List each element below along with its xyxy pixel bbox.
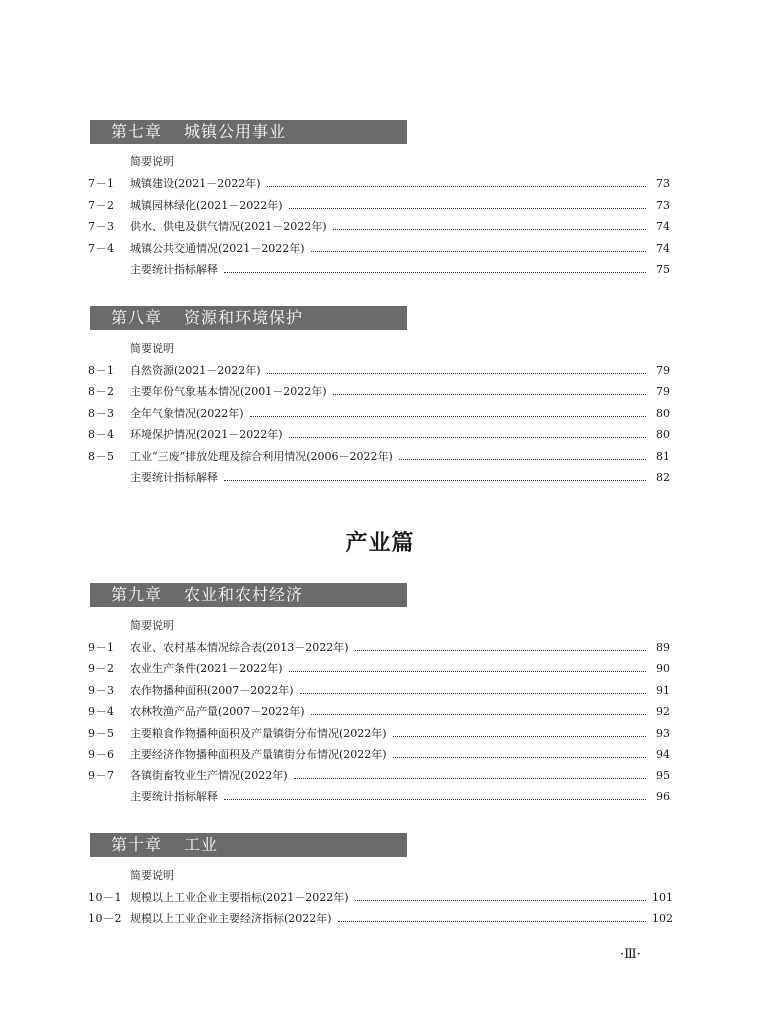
entry-title: 规模以上工业企业主要经济指标(2022年) (130, 912, 332, 925)
entry-title: 主要统计指标解释 (130, 263, 218, 276)
toc-entry[interactable] (88, 911, 673, 927)
entry-page: 93 (656, 727, 670, 740)
toc-entry[interactable] (88, 704, 670, 720)
entry-title: 农业、农村基本情况综合表(2013－2022年) (130, 641, 349, 654)
toc-entry[interactable] (88, 176, 670, 192)
entry-number: 9－5 (88, 727, 115, 740)
entry-number: 8－3 (88, 407, 115, 420)
entry-number: 8－1 (88, 364, 115, 377)
entry-page: 102 (652, 912, 673, 925)
chapter-title: 资源和环境保护 (184, 308, 304, 327)
entry-title: 主要统计指标解释 (130, 790, 218, 803)
entry-page: 81 (656, 450, 670, 463)
entry-title: 主要经济作物播种面积及产量镇街分布情况(2022年) (130, 748, 387, 761)
entry-number: 9－4 (88, 705, 115, 718)
chapter-intro[interactable]: 简要说明 (130, 342, 174, 355)
entry-number: 8－2 (88, 385, 115, 398)
entry-number: 10－1 (88, 891, 122, 904)
dot-leader (333, 228, 646, 230)
entry-number: 9－6 (88, 748, 115, 761)
toc-entry[interactable] (88, 640, 670, 656)
toc-entry[interactable] (88, 789, 670, 805)
entry-title: 自然资源(2021－2022年) (130, 364, 261, 377)
chapter-9-header (90, 583, 407, 607)
page-number: ·Ⅲ· (620, 947, 641, 962)
toc-entry[interactable] (88, 747, 670, 763)
entry-title: 主要统计指标解释 (130, 471, 218, 484)
entry-page: 80 (656, 407, 670, 420)
entry-page: 91 (656, 684, 670, 697)
entry-page: 79 (656, 364, 670, 377)
toc-entry[interactable] (88, 241, 670, 257)
toc-entry[interactable] (88, 683, 670, 699)
toc-entry[interactable] (88, 661, 670, 677)
entry-title: 供水、供电及供气情况(2021－2022年) (130, 220, 327, 233)
entry-title: 主要年份气象基本情况(2001－2022年) (130, 385, 327, 398)
entry-page: 74 (656, 220, 670, 233)
dot-leader (338, 920, 646, 922)
entry-title: 环境保护情况(2021－2022年) (130, 428, 283, 441)
entry-title: 全年气象情况(2022年) (130, 407, 244, 420)
chapter-intro[interactable]: 简要说明 (130, 869, 174, 882)
toc-entry[interactable] (88, 726, 670, 742)
entry-number: 9－3 (88, 684, 115, 697)
entry-page: 74 (656, 242, 670, 255)
entry-title: 规模以上工业企业主要指标(2021－2022年) (130, 891, 349, 904)
toc-entry[interactable] (88, 470, 670, 486)
dot-leader (393, 735, 646, 737)
entry-page: 89 (656, 641, 670, 654)
entry-title: 农作物播种面积(2007－2022年) (130, 684, 294, 697)
toc-entry[interactable] (88, 262, 670, 278)
toc-entry[interactable] (88, 768, 670, 784)
entry-title: 城镇建设(2021－2022年) (130, 177, 261, 190)
dot-leader (289, 436, 646, 438)
dot-leader (250, 415, 646, 417)
part-title: 产业篇 (345, 531, 415, 556)
entry-page: 75 (656, 263, 670, 276)
chapter-intro[interactable]: 简要说明 (130, 155, 174, 168)
entry-title: 城镇公共交通情况(2021－2022年) (130, 242, 305, 255)
dot-leader (224, 271, 646, 273)
dot-leader (399, 458, 646, 460)
toc-entry[interactable] (88, 406, 670, 422)
toc-entry[interactable] (88, 219, 670, 235)
entry-page: 96 (656, 790, 670, 803)
entry-page: 73 (656, 199, 670, 212)
chapter-label: 第八章 (111, 308, 163, 327)
dot-leader (224, 479, 646, 481)
entry-title: 各镇街畜牧业生产情况(2022年) (130, 769, 288, 782)
entry-page: 92 (656, 705, 670, 718)
entry-number: 9－7 (88, 769, 115, 782)
entry-number: 7－3 (88, 220, 115, 233)
entry-number: 8－4 (88, 428, 115, 441)
entry-title: 主要粮食作物播种面积及产量镇街分布情况(2022年) (130, 727, 387, 740)
entry-page: 90 (656, 662, 670, 675)
entry-number: 7－4 (88, 242, 115, 255)
entry-number: 9－1 (88, 641, 115, 654)
toc-entry[interactable] (88, 384, 670, 400)
chapter-title: 农业和农村经济 (184, 585, 304, 604)
entry-title: 城镇园林绿化(2021－2022年) (130, 199, 283, 212)
dot-leader (311, 713, 646, 715)
toc-entry[interactable] (88, 427, 670, 443)
entry-page: 82 (656, 471, 670, 484)
dot-leader (355, 899, 646, 901)
dot-leader (267, 185, 646, 187)
entry-title: 农业生产条件(2021－2022年) (130, 662, 283, 675)
chapter-label: 第十章 (111, 835, 163, 854)
toc-entry[interactable] (88, 198, 670, 214)
dot-leader (267, 372, 646, 374)
dot-leader (393, 756, 646, 758)
dot-leader (289, 670, 646, 672)
toc-entry[interactable] (88, 890, 673, 906)
dot-leader (355, 649, 646, 651)
chapter-intro[interactable]: 简要说明 (130, 619, 174, 632)
entry-page: 95 (656, 769, 670, 782)
entry-title: 农林牧渔产品产量(2007－2022年) (130, 705, 305, 718)
chapter-7-header (90, 120, 407, 144)
chapter-label: 第七章 (111, 122, 163, 141)
chapter-title: 城镇公用事业 (184, 122, 287, 141)
dot-leader (224, 798, 646, 800)
entry-page: 80 (656, 428, 670, 441)
entry-number: 7－1 (88, 177, 115, 190)
chapter-label: 第九章 (111, 585, 163, 604)
chapter-10-header (90, 833, 407, 857)
toc-entry[interactable] (88, 449, 670, 465)
dot-leader (333, 393, 646, 395)
chapter-title: 工业 (184, 835, 219, 854)
dot-leader (300, 692, 646, 694)
entry-page: 101 (652, 891, 673, 904)
entry-number: 10－2 (88, 912, 122, 925)
chapter-8-header (90, 306, 407, 330)
entry-number: 7－2 (88, 199, 115, 212)
entry-page: 73 (656, 177, 670, 190)
entry-page: 79 (656, 385, 670, 398)
entry-number: 9－2 (88, 662, 115, 675)
toc-entry[interactable] (88, 363, 670, 379)
entry-number: 8－5 (88, 450, 115, 463)
dot-leader (311, 250, 646, 252)
entry-title: 工业“三废”排放处理及综合利用情况(2006－2022年) (130, 450, 393, 463)
dot-leader (294, 777, 646, 779)
entry-page: 94 (656, 748, 670, 761)
dot-leader (289, 207, 646, 209)
